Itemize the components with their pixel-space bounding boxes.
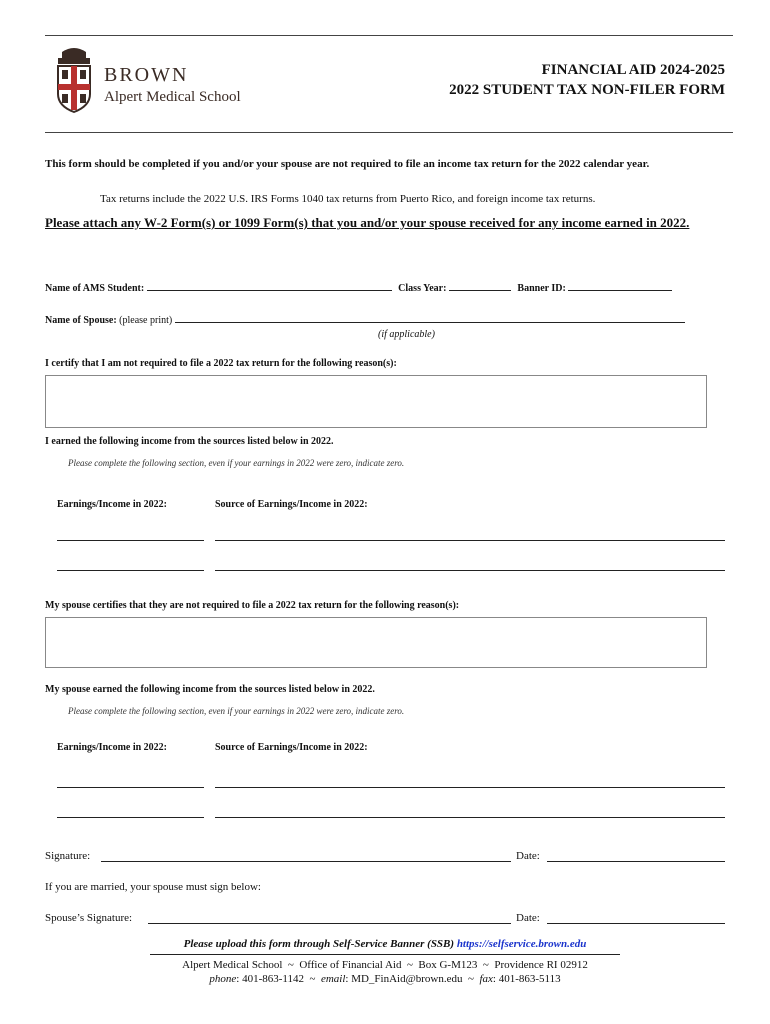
student-earnings-field-1[interactable] [57,540,204,541]
spouse-source-field-1[interactable] [215,787,725,788]
student-earnings-field-2[interactable] [57,570,204,571]
student-source-field-1[interactable] [215,540,725,541]
spouse-income-label: My spouse earned the following income from the sources listed below in 2022. [45,684,375,695]
top-rule [45,35,733,36]
spouse-earnings-col-header: Earnings/Income in 2022: [57,742,168,753]
tax-returns-note: Tax returns include the 2022 U.S. IRS Forms 1040 tax returns from Puerto Rico, and foreign income tax returns. [100,193,596,205]
spouse-reason-box[interactable] [45,617,707,668]
upload-text: Please upload this form through Self-Service Banner (SSB) [183,938,455,950]
header-rule [45,132,733,133]
signature-label: Signature: [45,850,91,862]
spouse-name-label: Name of Spouse: [45,315,117,326]
logo-school-text: Alpert Medical School [104,89,241,105]
spouse-signature-field[interactable] [148,923,511,924]
banner-id-field[interactable] [568,280,672,291]
signature-field[interactable] [101,861,511,862]
fax-value: 401-863-5113 [498,973,561,985]
banner-id-label: Banner ID: [517,283,566,294]
phone-value: 401-863-1142 [242,973,304,985]
spouse-date-field[interactable] [547,923,725,924]
married-note: If you are married, your spouse must sign below: [45,881,261,893]
contact-line: phone: 401-863-1142 ~ email: MD_FinAid@brown.edu ~ fax: 401-863-5113 [209,973,561,985]
spouse-name-row [45,312,725,326]
if-applicable-note: (if applicable) [378,329,435,340]
class-year-field[interactable] [449,280,511,291]
student-source-field-2[interactable] [215,570,725,571]
student-name-row [45,280,725,294]
brown-shield-icon [54,44,94,114]
student-reason-label: I certify that I am not required to file a 2022 tax return for the following reason(s): [45,358,397,369]
source-col-header: Source of Earnings/Income in 2022: [215,499,368,510]
title-line-2: 2022 STUDENT TAX NON-FILER FORM [449,82,725,98]
spouse-income-note: Please complete the following section, even if your earnings in 2022 were zero, indicate zero. [68,706,405,716]
phone-label: phone [209,973,237,985]
date-label: Date: [516,850,540,862]
spouse-earnings-field-2[interactable] [57,817,204,818]
student-reason-box[interactable] [45,375,707,428]
logo-brown-text: BROWN [104,64,189,86]
email-label: email [320,973,346,985]
spouse-date-label: Date: [516,912,540,924]
attach-notice: Please attach any W-2 Form(s) or 1099 Form(s) that you and/or your spouse received for any income earned in 2022. [45,215,690,230]
address-line: Alpert Medical School ~ Office of Financial Aid ~ Box G-M123 ~ Providence RI 02912 [182,959,588,971]
spouse-name-hint: (please print) [119,315,173,326]
upload-instruction [0,938,770,950]
class-year-label: Class Year: [398,283,447,294]
date-field[interactable] [547,861,725,862]
student-name-field[interactable] [147,280,392,291]
student-income-label: I earned the following income from the sources listed below in 2022. [45,436,334,447]
form-title [449,60,725,100]
spouse-reason-label: My spouse certifies that they are not required to file a 2022 tax return for the following reason(s): [45,600,460,611]
earnings-col-header: Earnings/Income in 2022: [57,499,168,510]
title-line-1: FINANCIAL AID 2024-2025 [541,62,725,78]
intro-text: This form should be completed if you and/or your spouse are not required to file an income tax return for the 2022 calendar year. [45,158,650,170]
spouse-earnings-field-1[interactable] [57,787,204,788]
spouse-signature-label: Spouse’s Signature: [45,912,133,924]
spouse-source-field-2[interactable] [215,817,725,818]
student-name-label: Name of AMS Student: [45,283,145,294]
footer-rule [150,954,620,955]
spouse-name-field[interactable] [175,312,685,323]
student-income-note: Please complete the following section, even if your earnings in 2022 were zero, indicate zero. [68,458,405,468]
spouse-source-col-header: Source of Earnings/Income in 2022: [215,742,368,753]
fax-label: fax [479,973,493,985]
selfservice-link[interactable]: https://selfservice.brown.edu [456,938,587,950]
brown-logo [54,44,254,116]
email-value[interactable]: MD_FinAid@brown.edu [351,973,463,985]
